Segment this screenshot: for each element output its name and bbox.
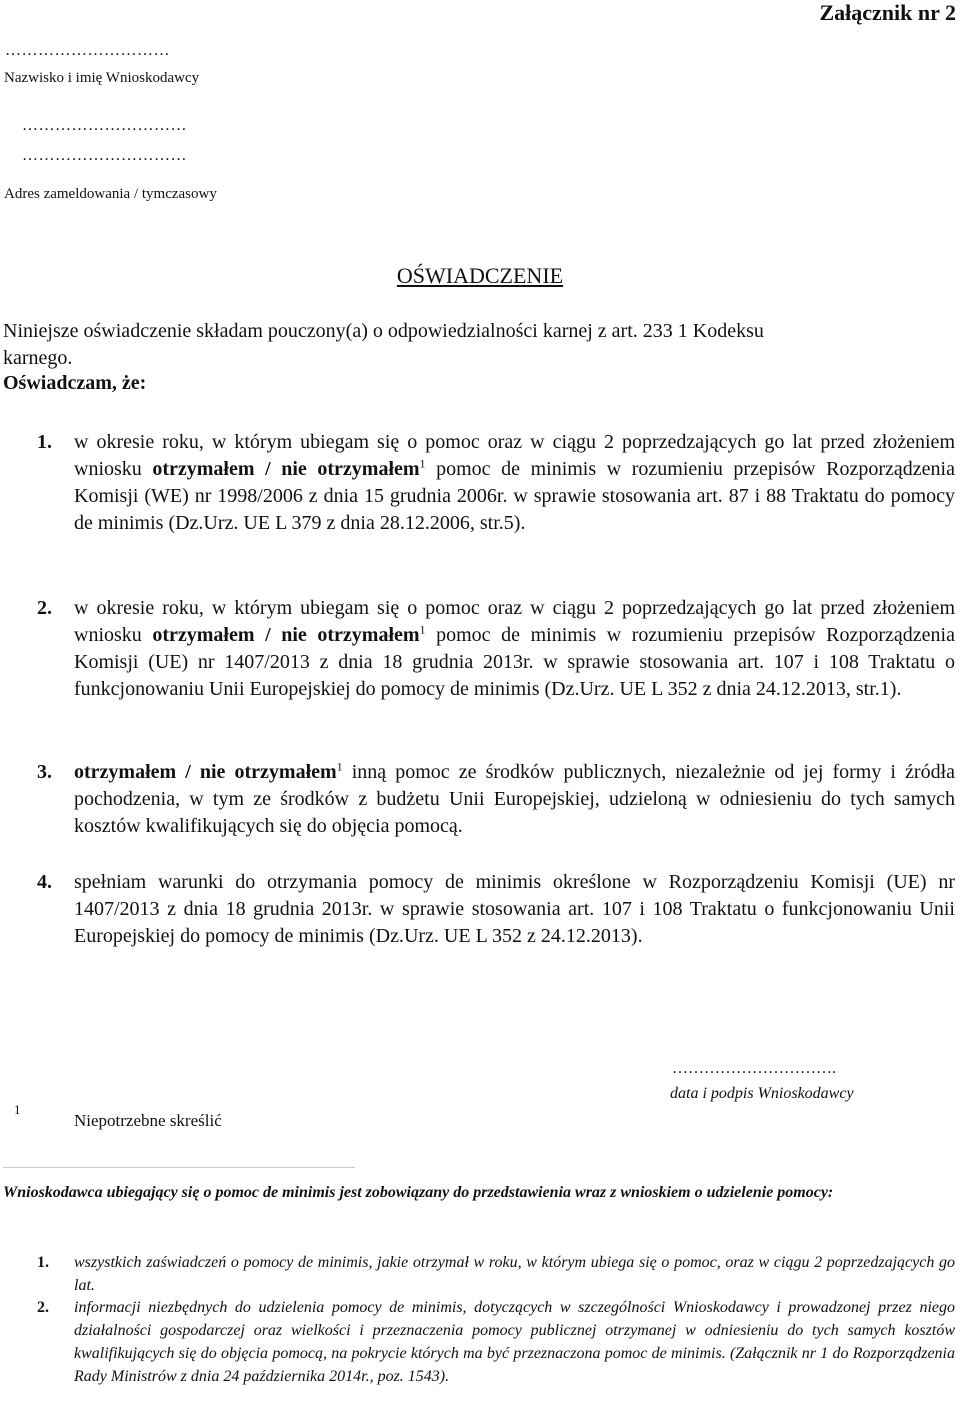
item-text-cont: pomoc de minimis w rozumieniu przepisów Rozporządzenia Komisji (WE) nr 1998/2006 z dnia 15 grudnia 2006r. w sprawie stosowania art. 87 i 88 Traktatu do pomocy de minimis (Dz.Urz. UE L 379 z dnia 28.12.2006, str.5). [74, 458, 955, 534]
item-number: 2. [37, 597, 52, 619]
intro-line-1: Niniejsze oświadczenie składam pouczony(a) o odpowiedzialności karnej z art. 233 1 Kodeksu [3, 320, 764, 342]
statement-item-1 [37, 429, 955, 537]
statement-item-3 [37, 759, 955, 840]
item-text-cont: pomoc de minimis w rozumieniu przepisów Rozporządzenia Komisji (UE) nr 1407/2013 z dnia 18 grudnia 2013r. w sprawie stosowania art. 107 i 108 Traktatu o funkcjonowaniu Unii Europejskiej do pomocy de minimis (Dz.Urz. UE L 352 z dnia 24.12.2013, str.1). [74, 624, 955, 700]
document-title: OŚWIADCZENIE [396, 263, 564, 288]
item-text: w okresie roku, w którym ubiegam się o pomoc oraz w ciągu 2 poprzedzających go lat przed złożeniem wniosku [74, 597, 955, 646]
notice-item-2 [37, 1296, 955, 1388]
footnote-ref: 1 [419, 622, 426, 637]
item-number: 1. [37, 431, 52, 453]
item-number: 1. [37, 1254, 49, 1271]
item-text: spełniam warunki do otrzymania pomocy de minimis określone w Rozporządzeniu Komisji (UE) nr 1407/2013 z dnia 18 grudnia 2013r. w sprawie stosowania art. 107 i 108 Traktatu o funkcjonowaniu Unii Europejskiej do pomocy de minimis (Dz.Urz. UE L 352 z 24.12.2013). [74, 871, 955, 947]
footnote-mark: 1 [14, 1102, 21, 1117]
notice-item-1 [37, 1251, 955, 1297]
item-number: 4. [37, 871, 52, 893]
footnote-divider [3, 1167, 355, 1168]
address-dots-line-1: ………………………… [22, 117, 187, 134]
annex-label: Załącznik nr 2 [819, 0, 956, 25]
name-dots-line: ………………………… [5, 42, 170, 59]
declare-heading: Oświadczam, że: [3, 372, 147, 394]
footnote-ref: 1 [419, 456, 426, 471]
intro-line-2: karnego. [3, 347, 73, 369]
item-number: 3. [37, 761, 52, 783]
address-label: Adres zameldowania / tymczasowy [4, 186, 217, 202]
notice-item-text: wszystkich zaświadczeń o pomocy de minimis, jakie otrzymał w roku, w którym ubiega się o pomoc, oraz w ciągu 2 poprzedzających go lat. [74, 1254, 955, 1294]
item-text-cont: inną pomoc ze środków publicznych, niezależnie od jej formy i źródła pochodzenia, w tym ze środków z budżetu Unii Europejskiej, udzieloną w odniesieniu do tych samych kosztów kwalifikujących się do objęcia pomocą. [74, 761, 956, 837]
footnote-ref: 1 [336, 759, 343, 774]
item-bold-choice: otrzymałem / nie otrzymałem [152, 458, 420, 480]
item-bold-choice: otrzymałem / nie otrzymałem [74, 761, 337, 783]
statement-item-2 [37, 595, 955, 703]
item-number: 2. [37, 1299, 49, 1316]
applicant-name-label: Nazwisko i imię Wnioskodawcy [4, 70, 200, 86]
statement-item-4 [37, 869, 955, 950]
intro-paragraph [3, 318, 955, 372]
item-text: w okresie roku, w którym ubiegam się o pomoc oraz w ciągu 2 poprzedzających go lat przed złożeniem wniosku [74, 431, 955, 480]
signature-dots-line: …………………………. [672, 1060, 836, 1077]
notice-item-text: informacji niezbędnych do udzielenia pomocy de minimis, dotyczących w szczególności Wnioskodawcy i prowadzonej przez niego działalności gospodarczej oraz wielkości i przeznaczenia pomocy publicznej otrzymanej w odniesieniu do tych samych kosztów kwalifikujących się do objęcia pomocą, na pokrycie których ma być przeznaczona pomoc de minimis. (Załącznik nr 1 do Rozporządzenia Rady Ministrów z dnia 24 października 2014r., poz. 1543). [74, 1299, 955, 1385]
address-dots-line-2: ………………………… [22, 147, 187, 164]
footnote-text: Niepotrzebne skreślić [74, 1111, 222, 1130]
signature-label: data i podpis Wnioskodawcy [670, 1085, 854, 1102]
notice-heading: Wnioskodawca ubiegający się o pomoc de minimis jest zobowiązany do przedstawienia wraz z wnioskiem o udzielenie pomocy: [3, 1184, 834, 1201]
item-bold-choice: otrzymałem / nie otrzymałem [152, 624, 420, 646]
